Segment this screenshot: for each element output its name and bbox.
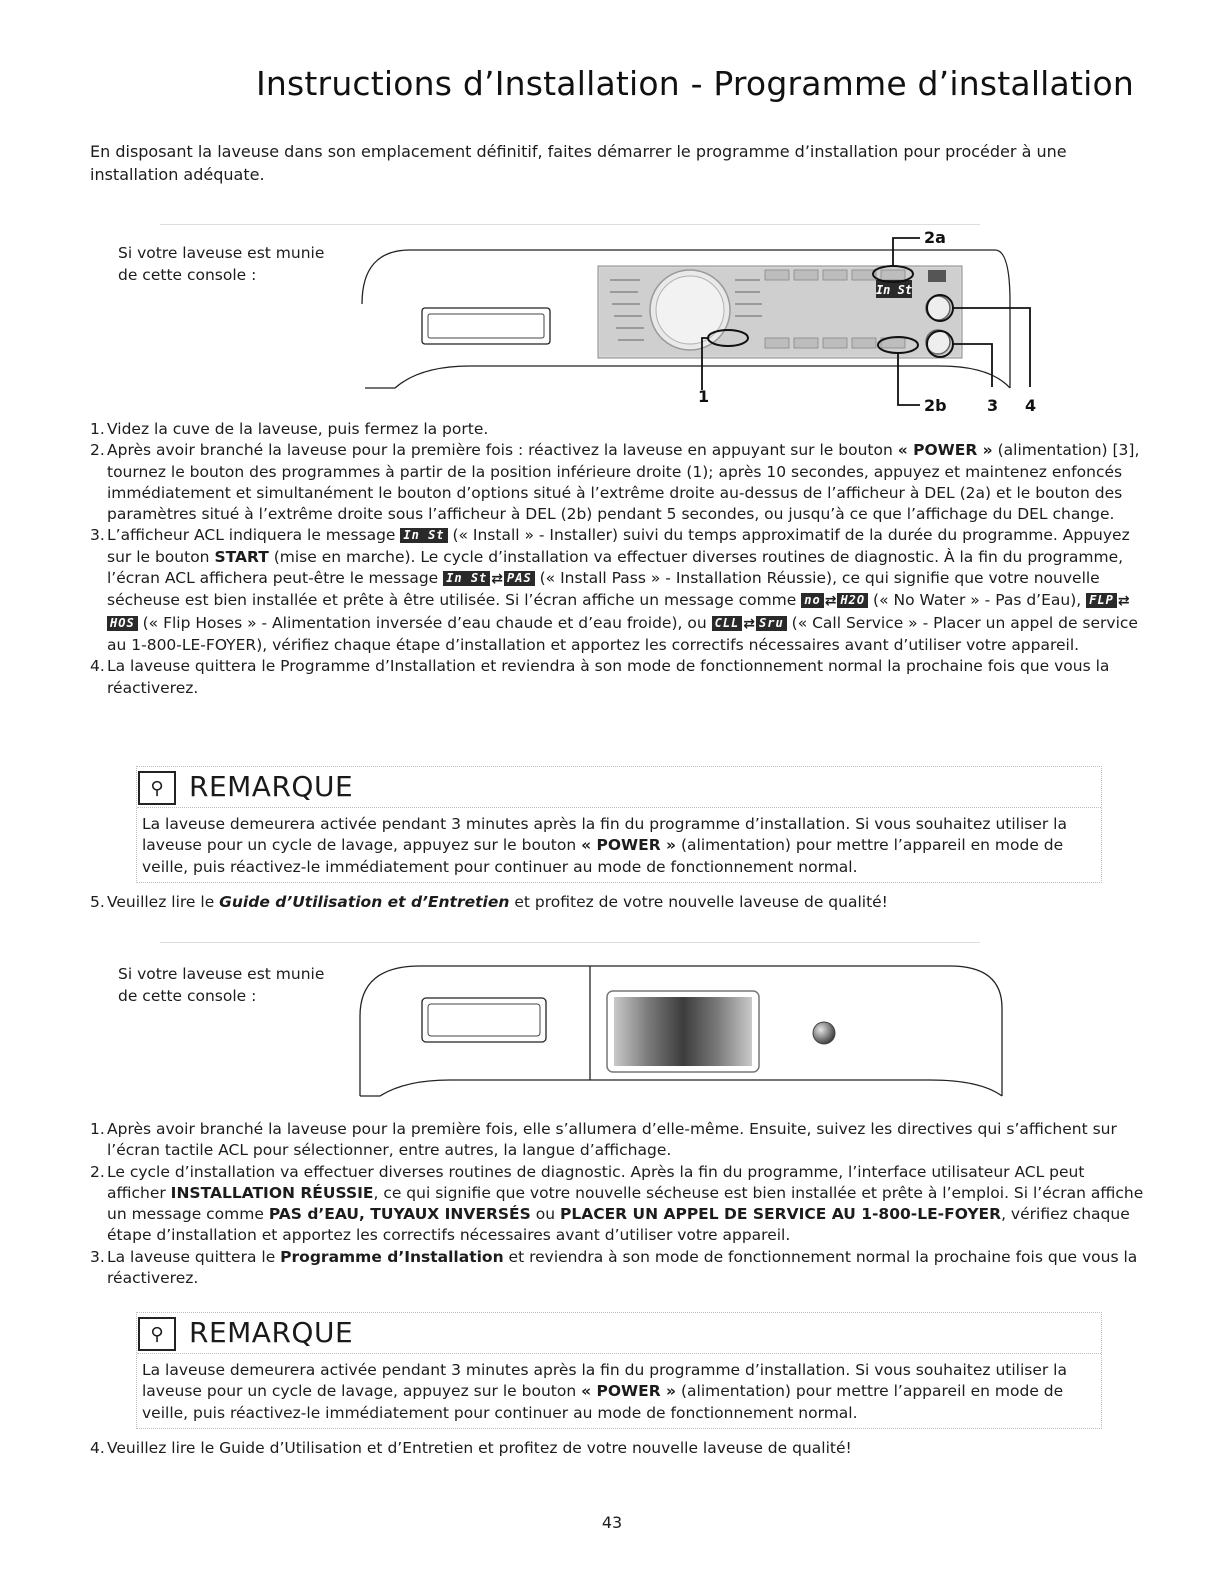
pushpin-icon: ⚲ xyxy=(138,771,176,805)
pushpin-icon: ⚲ xyxy=(138,1317,176,1351)
list-item: 4. La laveuse quittera le Programme d’Installation et reviendra à son mode de fonctionnement normal la prochaine fois que vous la réactiverez. xyxy=(90,657,1110,697)
list-item: 2. Après avoir branché la laveuse pour la première fois : réactivez la laveuse en appuyant sur le bouton « POWER » (alimentation) [3], tournez le bouton des programmes à partir de la position inférieure droite (1); après 10 secondes, appuyez et maintenez enfoncés immédiatement et simultanément le bouton d’options situé à l’extrême droite au-dessus de l’afficheur à DEL (2a) et le bouton des paramètres situé à l’extrême droite sous l’afficheur à DEL (2b) pendant 5 secondes, ou jusqu’à ce que l’affichage du DEL change. xyxy=(90,441,1140,524)
note-text: La laveuse demeurera activée pendant 3 minutes après la fin du programme d’installation. Si vous souhaitez utiliser la laveuse pour un cycle de lavage, appuyez sur le bouton « POWER » (alimentation) pour mettre l’appareil en mode de veille, puis réactivez-le immédiatement pour continuer au mode de fonctionnement normal. xyxy=(142,815,1067,876)
lcd-message: CLL xyxy=(712,616,743,631)
console-diagram-1 xyxy=(350,222,1050,414)
list-item: 3. L’afficheur ACL indiquera le message In St (« Install » - Installer) suivi du temps approximatif de la durée du programme. Appuyez sur le bouton START (mise en marche). Le cycle d’installation va effectuer diverses routines de diagnostic. À la fin du programme, l’écran ACL affichera peut-être le message In St ⇄ PAS (« Install Pass » - Installation Réussie), ce qui signifie que votre nouvelle sécheuse est bien installée et prête à être utilisée. Si l’écran affiche un message comme no ⇄ H2O (« No Water » - Pas d’Eau), FLP ⇄HOS (« Flip Hoses » - Alimentation inversée d’eau chaude et d’eau froide), ou CLL ⇄ Sru (« Call Service » - Placer un appel de service au 1-800-LE-FOYER), vérifiez chaque étape d’installation et apportez les correctifs nécessaires avant d’utiliser votre appareil. xyxy=(90,526,1138,654)
callout-1: 1 xyxy=(698,387,710,406)
steps-list-2 xyxy=(90,1119,1148,1289)
console-diagram-2 xyxy=(350,956,1010,1116)
step-5: 5. Veuillez lire le Guide d’Utilisation et d’Entretien et profitez de votre nouvelle laveuse de qualité! xyxy=(90,893,888,911)
callout-2a: 2a xyxy=(924,228,946,247)
steps-list-1 xyxy=(90,419,1148,699)
step-4: 4. Veuillez lire le Guide d’Utilisation et d’Entretien et profitez de votre nouvelle laveuse de qualité! xyxy=(90,1439,852,1457)
list-item: 1. Videz la cuve de la laveuse, puis fermez la porte. xyxy=(90,420,489,438)
lcd-message: H2O xyxy=(837,593,868,608)
intro-paragraph: En disposant la laveuse dans son emplacement définitif, faites démarrer le programme d’installation pour procéder à une installation adéquate. xyxy=(90,142,1067,184)
lcd-message: PAS xyxy=(504,571,535,586)
callout-2b: 2b xyxy=(924,396,947,414)
callout-3: 3 xyxy=(987,396,999,414)
console-question-2: Si votre laveuse est munie de cette console : xyxy=(118,965,325,1005)
lcd-message: FLP xyxy=(1086,593,1117,608)
lcd-message: Sru xyxy=(756,616,787,631)
swap-icon: ⇄ xyxy=(824,593,837,610)
list-item: 1. Après avoir branché la laveuse pour la première fois, elle s’allumera d’elle-même. Ensuite, suivez les directives qui s’affichent sur l’écran tactile ACL pour sélectionner, entre autres, la langue d’affichage. xyxy=(90,1120,1117,1160)
note-title: REMARQUE xyxy=(189,1316,354,1349)
note-title: REMARQUE xyxy=(189,770,354,803)
page-title: Instructions d’Installation - Programme d’installation xyxy=(255,64,1134,103)
note-box-2 xyxy=(136,1312,1102,1429)
swap-icon: ⇄ xyxy=(1117,593,1130,610)
console-question-1: Si votre laveuse est munie de cette console : xyxy=(118,244,325,284)
note-text: La laveuse demeurera activée pendant 3 minutes après la fin du programme d’installation. Si vous souhaitez utiliser la laveuse pour un cycle de lavage, appuyez sur le bouton « POWER » (alimentation) pour mettre l’appareil en mode de veille, puis réactivez-le immédiatement pour continuer au mode de fonctionnement normal. xyxy=(142,1361,1067,1422)
swap-icon: ⇄ xyxy=(491,571,503,588)
list-item: 3. La laveuse quittera le Programme d’Installation et reviendra à son mode de fonctionnement normal la prochaine fois que vous la réactiverez. xyxy=(90,1247,1138,1288)
page-number: 43 xyxy=(601,1513,623,1532)
lcd-message: no xyxy=(801,593,823,608)
list-item: 2. Le cycle d’installation va effectuer diverses routines de diagnostic. Après la fin du programme, l’interface utilisateur ACL peut afficher INSTALLATION RÉUSSIE, ce qui signifie que votre nouvelle sécheuse est bien installée et prête à l’emploi. Si l’écran affiche un message comme PAS d’EAU, TUYAUX INVERSÉS ou PLACER UN APPEL DE SERVICE AU 1-800-LE-FOYER, vérifiez chaque étape d’installation et apportez les correctifs nécessaires avant d’utiliser votre appareil. xyxy=(90,1162,1144,1245)
swap-icon: ⇄ xyxy=(743,615,756,632)
callout-4: 4 xyxy=(1025,396,1037,414)
section-separator xyxy=(160,942,980,943)
note-box-1 xyxy=(136,766,1102,883)
lcd-message: HOS xyxy=(107,616,138,631)
lcd-message: In St xyxy=(443,571,490,586)
lcd-message: In St xyxy=(400,528,447,543)
display-text: In St xyxy=(875,283,913,297)
